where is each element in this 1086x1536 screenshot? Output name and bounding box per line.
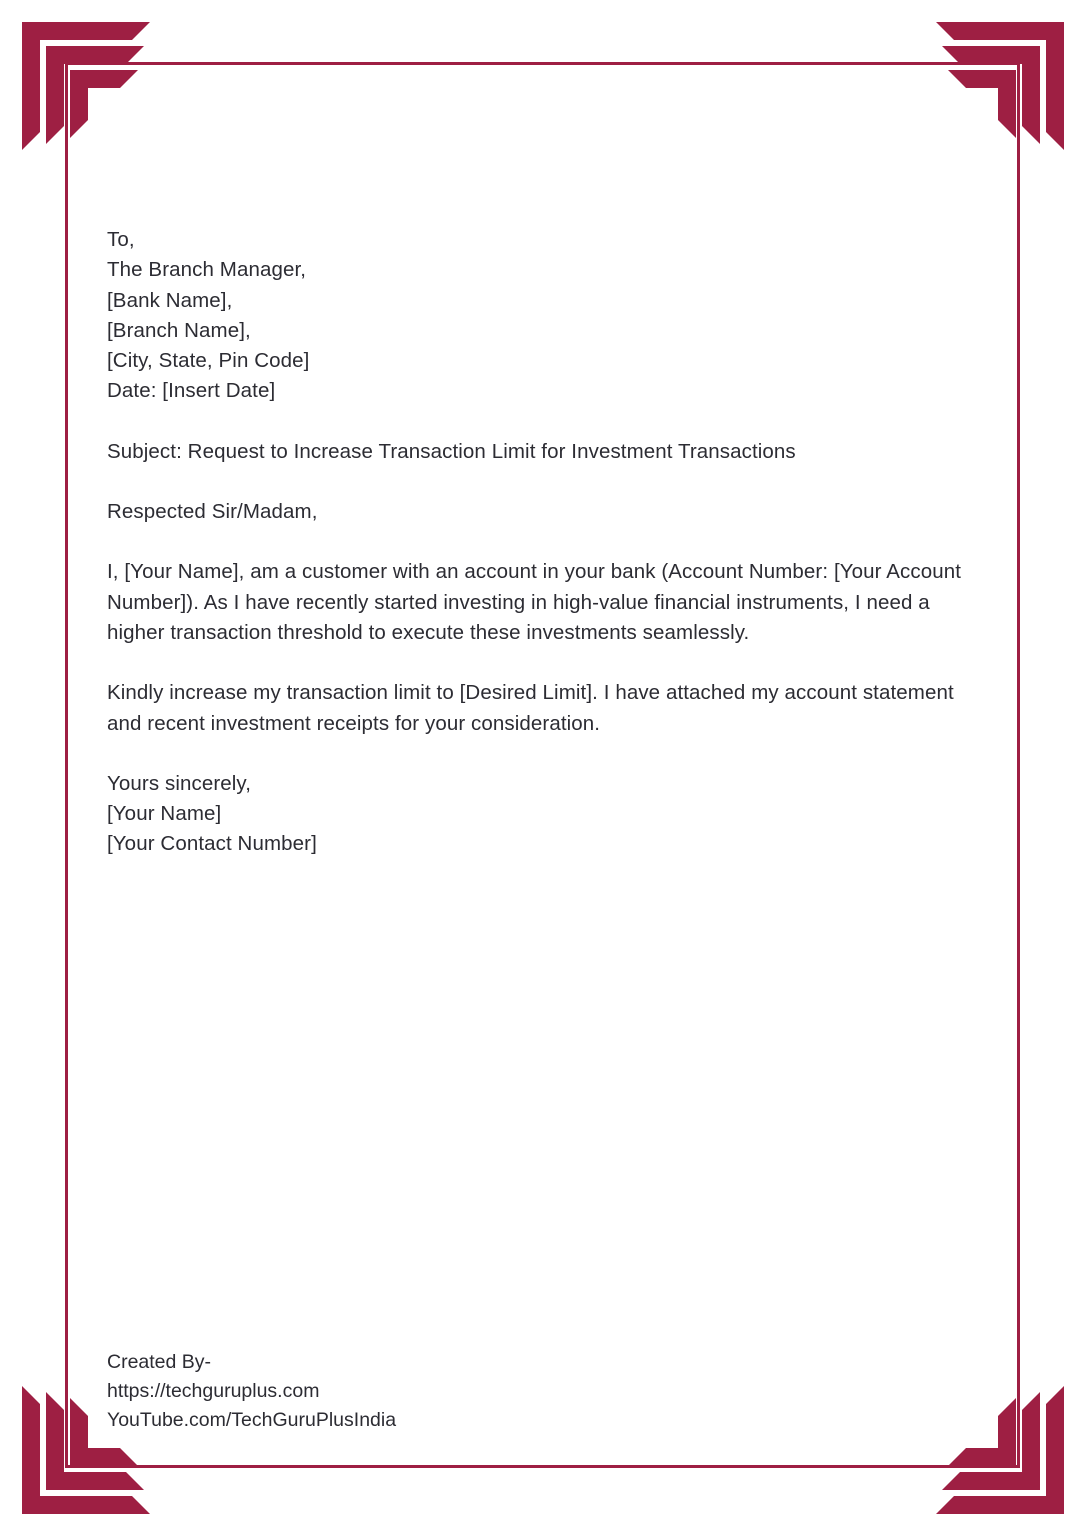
subject-block bbox=[107, 437, 987, 467]
address-line-city: [City, State, Pin Code] bbox=[107, 349, 310, 373]
closing-contact: [Your Contact Number] bbox=[107, 832, 317, 856]
address-line-branch: [Branch Name], bbox=[107, 318, 251, 342]
address-line-designation: The Branch Manager, bbox=[107, 258, 307, 282]
letter-content bbox=[107, 225, 987, 860]
corner-ornament-bottom-right bbox=[930, 1380, 1070, 1520]
credit-website[interactable]: https://techguruplus.com bbox=[107, 1380, 320, 1402]
credit-block bbox=[107, 1348, 807, 1435]
closing-sign-off: Yours sincerely, bbox=[107, 771, 252, 795]
greeting-block bbox=[107, 497, 987, 527]
recipient-address-block bbox=[107, 225, 987, 407]
closing-name: [Your Name] bbox=[107, 802, 222, 826]
corner-ornament-top-right bbox=[930, 16, 1070, 156]
corner-ornament-top-left bbox=[16, 16, 156, 156]
body-paragraph-2: Kindly increase my transaction limit to [Desired Limit]. I have attached my account statement and recent investment receipts for your consideration. bbox=[107, 681, 954, 735]
closing-block bbox=[107, 769, 987, 860]
greeting-line: Respected Sir/Madam, bbox=[107, 500, 318, 524]
address-line-to: To, bbox=[107, 228, 135, 251]
address-line-date: Date: [Insert Date] bbox=[107, 379, 276, 403]
body-paragraph-1: I, [Your Name], am a customer with an account in your bank (Account Number: [Your Account Number]). As I have recently started investing in high-value financial instruments, I need a higher transaction threshold to execute these investments seamlessly. bbox=[107, 560, 962, 644]
subject-line: Subject: Request to Increase Transaction Limit for Investment Transactions bbox=[107, 439, 796, 463]
credit-youtube[interactable]: YouTube.com/TechGuruPlusIndia bbox=[107, 1409, 397, 1431]
address-line-bank: [Bank Name], bbox=[107, 288, 233, 312]
credit-created-by: Created By- bbox=[107, 1351, 212, 1373]
